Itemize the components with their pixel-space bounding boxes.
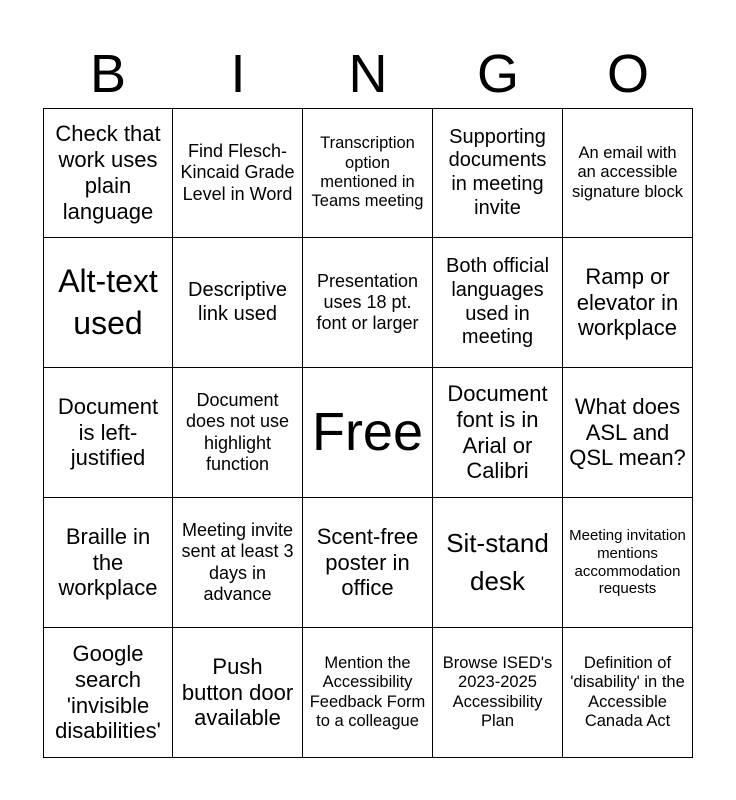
bingo-cell[interactable]: Scent-free poster in office <box>303 498 433 628</box>
bingo-cell[interactable]: Descriptive link used <box>173 238 303 368</box>
header-letter-g: G <box>476 44 519 104</box>
bingo-cell[interactable]: Find Flesch-Kincaid Grade Level in Word <box>173 108 303 238</box>
bingo-cell[interactable]: What does ASL and QSL mean? <box>563 368 693 498</box>
header-letter-o: O <box>606 44 649 104</box>
header-letter-i: I <box>230 44 246 104</box>
bingo-cell[interactable]: Browse ISED's 2023-2025 Accessibility Plan <box>433 628 563 758</box>
header-letter-n: N <box>348 44 388 104</box>
bingo-cell[interactable]: Both official languages used in meeting <box>433 238 563 368</box>
bingo-cell[interactable]: Meeting invite sent at least 3 days in advance <box>173 498 303 628</box>
bingo-cell[interactable]: Presentation uses 18 pt. font or larger <box>303 238 433 368</box>
bingo-cell[interactable]: Mention the Accessibility Feedback Form to a colleague <box>303 628 433 758</box>
free-space-cell[interactable]: Free <box>303 368 433 498</box>
bingo-cell[interactable]: Sit-stand desk <box>433 498 563 628</box>
bingo-cell[interactable]: Push button door available <box>173 628 303 758</box>
bingo-cell[interactable]: Transcription option mentioned in Teams meeting <box>303 108 433 238</box>
bingo-cell[interactable]: Alt-text used <box>43 238 173 368</box>
bingo-cell[interactable]: Document does not use highlight function <box>173 368 303 498</box>
bingo-cell[interactable]: Document font is in Arial or Calibri <box>433 368 563 498</box>
bingo-cell[interactable]: Ramp or elevator in workplace <box>563 238 693 368</box>
bingo-cell[interactable]: Google search 'invisible disabilities' <box>43 628 173 758</box>
header-letter-b: B <box>89 44 127 104</box>
bingo-cell[interactable]: Check that work uses plain language <box>43 108 173 238</box>
bingo-cell[interactable]: Meeting invitation mentions accommodation requests <box>563 498 693 628</box>
bingo-cell[interactable]: Document is left-justified <box>43 368 173 498</box>
bingo-cell[interactable]: An email with an accessible signature block <box>563 108 693 238</box>
bingo-cell[interactable]: Definition of 'disability' in the Accessible Canada Act <box>563 628 693 758</box>
bingo-header <box>43 40 693 108</box>
bingo-cell[interactable]: Supporting documents in meeting invite <box>433 108 563 238</box>
bingo-board <box>43 108 693 758</box>
bingo-cell[interactable]: Braille in the workplace <box>43 498 173 628</box>
